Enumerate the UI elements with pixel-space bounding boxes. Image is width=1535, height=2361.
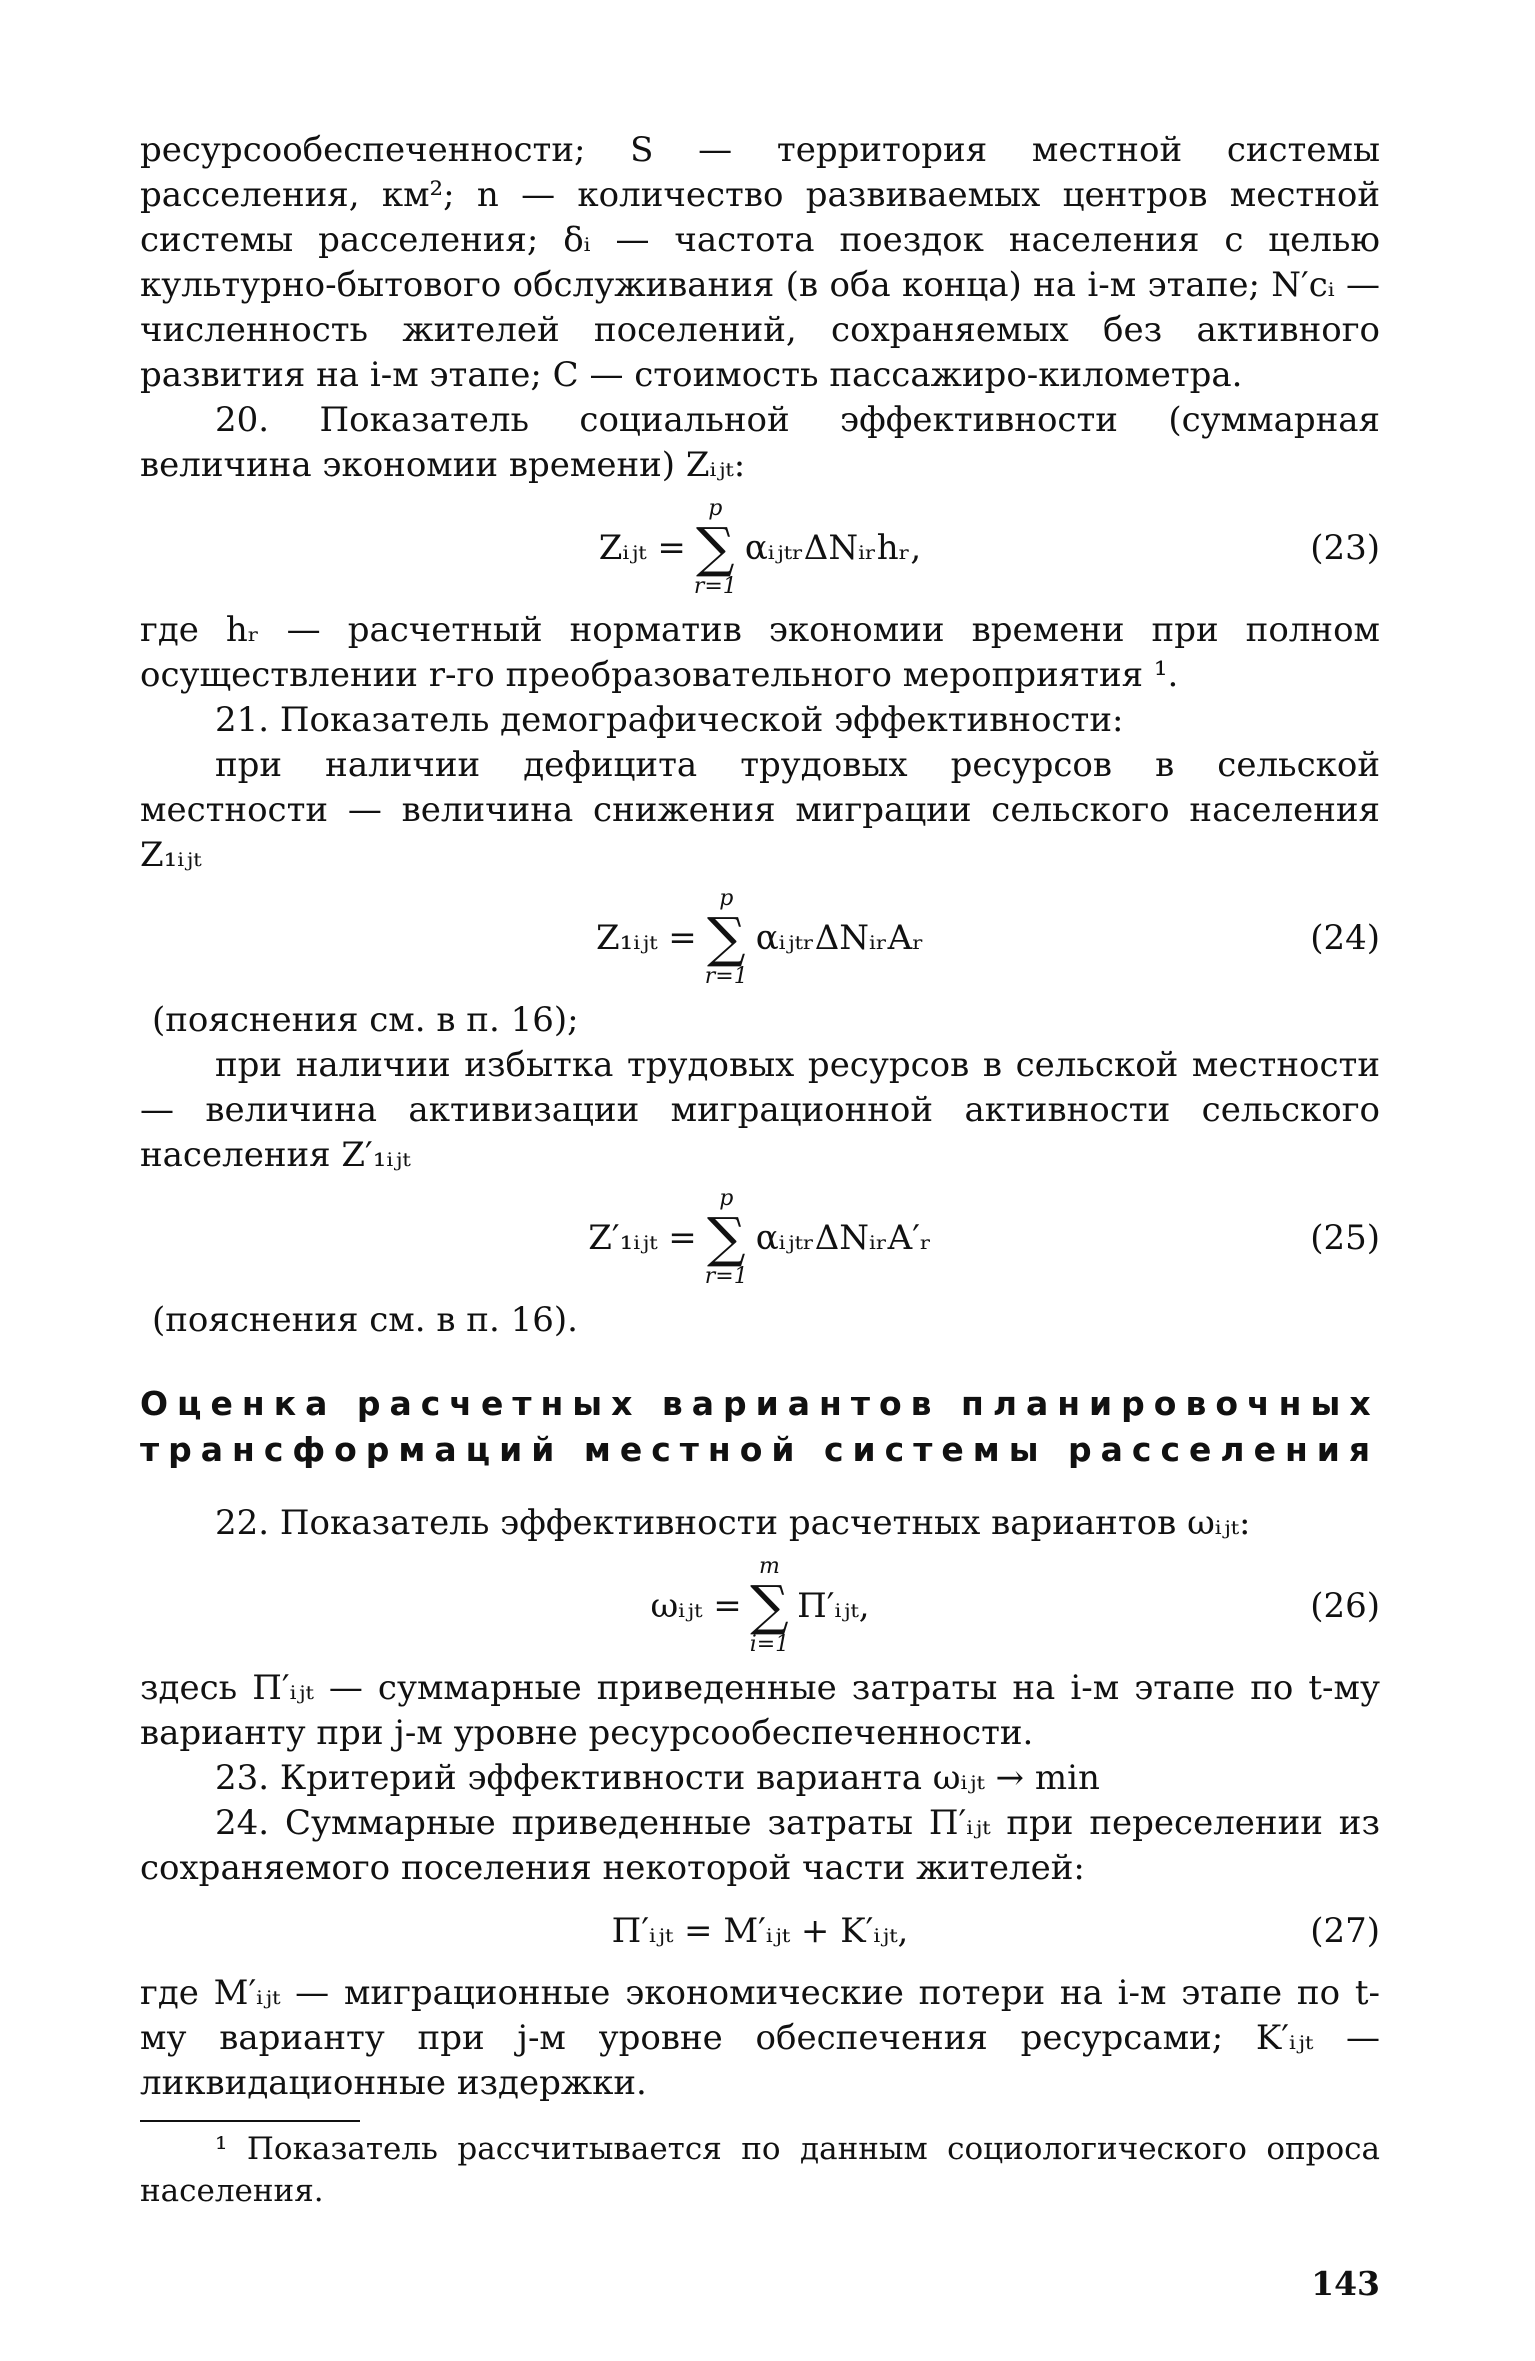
paragraph-20-explanation: где hᵣ — расчетный норматив экономии времени при полном осуществлении r-го преобразовательного мероприятия ¹. bbox=[140, 610, 1380, 695]
equation-number: (27) bbox=[1310, 1911, 1380, 1951]
sum-lower: i=1 bbox=[749, 1632, 790, 1657]
page-body bbox=[140, 128, 1380, 2212]
paragraph-24: 24. Суммарные приведенные затраты П′ᵢⱼₜ при переселении из сохраняемого поселения некоторой части жителей: bbox=[140, 1803, 1380, 1888]
formula-24 bbox=[140, 878, 1380, 998]
sum-lower: r=1 bbox=[704, 1264, 748, 1289]
paragraph-21a: при наличии дефицита трудовых ресурсов в сельской местности — величина снижения миграции сельского населения Z₁ᵢⱼₜ bbox=[140, 745, 1380, 875]
formula-rhs: αᵢⱼₜᵣΔNᵢᵣhᵣ, bbox=[744, 528, 922, 568]
formula-27 bbox=[140, 1891, 1380, 1971]
formula-rhs: П′ᵢⱼₜ, bbox=[797, 1586, 870, 1626]
paragraph-23: 23. Критерий эффективности варианта ωᵢⱼₜ → min bbox=[215, 1758, 1100, 1798]
sum-upper: p bbox=[708, 496, 723, 521]
sum-sign: p ∑ r=1 bbox=[704, 886, 748, 989]
sum-sign: m ∑ i=1 bbox=[749, 1554, 790, 1657]
formula-rhs: αᵢⱼₜᵣΔNᵢᵣA′ᵣ bbox=[755, 1218, 932, 1258]
section-heading: Оценка расчетных вариантов планировочных трансформаций местной системы расселения bbox=[140, 1384, 1380, 1469]
sum-lower: r=1 bbox=[704, 964, 748, 989]
equation-number: (26) bbox=[1310, 1586, 1380, 1626]
formula-lhs: Z′₁ᵢⱼₜ = bbox=[588, 1218, 697, 1258]
formula-lhs: Z₁ᵢⱼₜ = bbox=[596, 918, 697, 958]
sum-upper: m bbox=[758, 1554, 780, 1579]
sum-sign: p ∑ r=1 bbox=[693, 496, 737, 599]
sum-sign: p ∑ r=1 bbox=[704, 1186, 748, 1289]
paragraph-20: 20. Показатель социальной эффективности (суммарная величина экономии времени) Zᵢⱼₜ: bbox=[140, 400, 1380, 485]
equation-number: (24) bbox=[1310, 918, 1380, 958]
note-1: (пояснения см. в п. 16); bbox=[152, 1000, 579, 1040]
footnote: ¹ Показатель рассчитывается по данным социологического опроса населения. bbox=[140, 2131, 1380, 2209]
formula-lhs: Zᵢⱼₜ = bbox=[598, 528, 686, 568]
paragraph-22-explanation: здесь П′ᵢⱼₜ — суммарные приведенные затраты на i-м этапе по t-му варианту при j-м уровне ресурсообеспеченности. bbox=[140, 1668, 1380, 1753]
paragraph-22: 22. Показатель эффективности расчетных вариантов ωᵢⱼₜ: bbox=[215, 1503, 1251, 1543]
page-number: 143 bbox=[1311, 2264, 1380, 2303]
paragraph-24-explanation: где M′ᵢⱼₜ — миграционные экономические потери на i-м этапе по t-му варианту при j-м уровне обеспечения ресурсами; K′ᵢⱼₜ — ликвидационные издержки. bbox=[140, 1973, 1380, 2103]
sum-lower: r=1 bbox=[693, 574, 737, 599]
paragraph-21b: при наличии избытка трудовых ресурсов в сельской местности — величина активизации миграционной активности сельского населения Z′₁ᵢⱼₜ bbox=[140, 1045, 1380, 1175]
formula-text: П′ᵢⱼₜ = M′ᵢⱼₜ + K′ᵢⱼₜ, bbox=[611, 1911, 909, 1951]
formula-23 bbox=[140, 488, 1380, 608]
sum-upper: p bbox=[719, 1186, 734, 1211]
footnote-divider bbox=[140, 2120, 360, 2122]
formula-26 bbox=[140, 1546, 1380, 1666]
paragraph-21: 21. Показатель демографической эффективности: bbox=[215, 700, 1124, 740]
formula-lhs: ωᵢⱼₜ = bbox=[650, 1586, 742, 1626]
equation-number: (23) bbox=[1310, 528, 1380, 568]
equation-number: (25) bbox=[1310, 1218, 1380, 1258]
sum-upper: p bbox=[719, 886, 734, 911]
formula-rhs: αᵢⱼₜᵣΔNᵢᵣAᵣ bbox=[755, 918, 924, 958]
formula-25 bbox=[140, 1178, 1380, 1298]
paragraph-continuation: ресурсообеспеченности; S — территория местной системы расселения, км²; n — количество развиваемых центров местной системы расселения; δᵢ — частота поездок населения с целью культурно-бытового обслуживания (в оба конца) на i-м этапе; N′cᵢ — численность жителей поселений, сохраняемых без активного развития на i-м этапе; C — стоимость пассажиро-километра. bbox=[140, 130, 1380, 395]
note-2: (пояснения см. в п. 16). bbox=[152, 1300, 578, 1340]
